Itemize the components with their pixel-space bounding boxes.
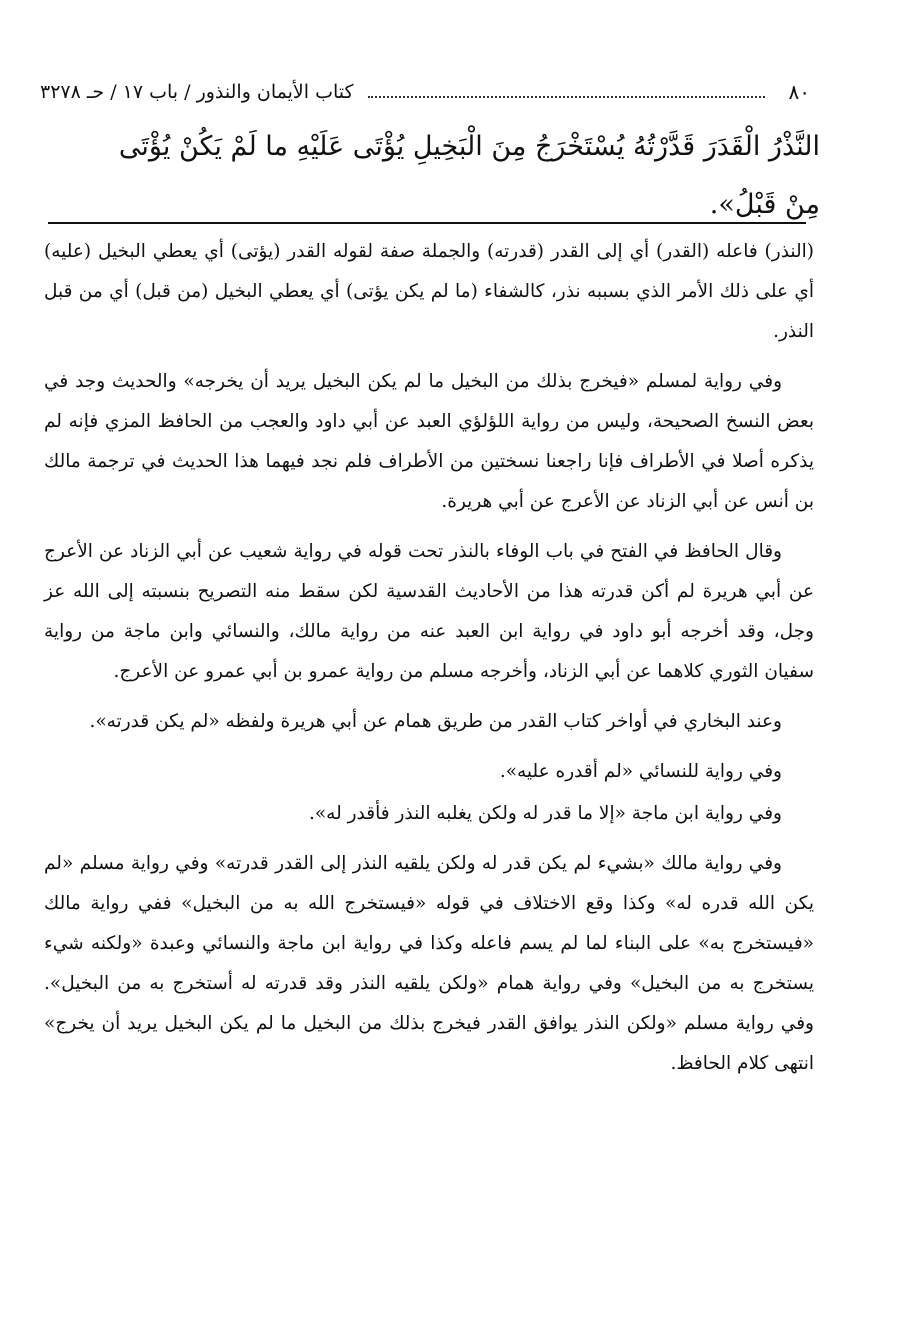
commentary-paragraph: وقال الحافظ في الفتح في باب الوفاء بالنذر تحت قوله في رواية شعيب عن أبي الزناد عن الأعرج عن أبي هريرة لم أكن قدرته هذا من الأحاديث القدسية لكن سقط منه التصريح بنسبته إلى الله عز وجل، وقد أخرجه أبو داود في رواية ابن العبد عنه من رواية مالك، والنسائي وابن ماجة من رواية سفيان الثوري كلاهما عن أبي الزناد، وأخرجه مسلم من رواية عمرو بن أبي عمرو عن الأعرج. — [44, 541, 814, 682]
chapter-reference: كتاب الأيمان والنذور / باب ١٧ / حـ ٣٢٧٨ — [40, 81, 354, 103]
running-header — [40, 76, 810, 108]
commentary-paragraph: وعند البخاري في أواخر كتاب القدر من طريق همام عن أبي هريرة ولفظه «لم يكن قدرته». — [89, 711, 782, 732]
header-dot-leader — [368, 96, 765, 98]
section-divider — [48, 222, 806, 224]
commentary-paragraph: وفي رواية ابن ماجة «إلا ما قدر له ولكن يغلبه النذر فأقدر له». — [308, 803, 782, 824]
page-number: ٨٠ — [788, 80, 810, 104]
commentary-paragraph: وفي رواية مالك «بشيء لم يكن قدر له ولكن يلقيه النذر إلى القدر قدرته» وفي رواية مسلم «لم يكن الله قدره له» وكذا وقع الاختلاف في قوله «فيستخرج الله به من البخيل» ففي رواية مالك «فيستخرج به» على البناء لما لم يسم فاعله وكذا في رواية ابن ماجة والنسائي وعبدة «ولكنه شيء يستخرج به من البخيل» وفي رواية همام «ولكن يلقيه النذر وقد قدرته له أستخرج به من البخيل». وفي رواية مسلم «ولكن النذر يوافق القدر فيخرج بذلك من البخيل ما لم يكن البخيل يريد أن يخرج» انتهى كلام الحافظ. — [44, 853, 814, 1074]
hadith-text: النَّذْرُ الْقَدَرَ قَدَّرْتُهُ يُسْتَخْرَجُ مِنَ الْبَخِيلِ يُؤْتَى عَلَيْهِ ما لَمْ يَكُنْ يُؤْتَى مِنْ قَبْلُ». — [118, 131, 820, 220]
commentary-paragraph: وفي رواية لمسلم «فيخرج بذلك من البخيل ما لم يكن البخيل يريد أن يخرجه» والحديث وجد في بعض النسخ الصحيحة، وليس من رواية اللؤلؤي العبد عن أبي داود والعجب من الحافظ المزي فإنه لم يذكره أصلا في الأطراف فإنا راجعنا نسختين من الأطراف فلم نجد فيهما هذا الحديث في ترجمة مالك بن أنس عن أبي الزناد عن الأعرج عن أبي هريرة. — [44, 371, 814, 512]
commentary-paragraph: وفي رواية للنسائي «لم أقدره عليه». — [499, 761, 782, 782]
commentary-body — [44, 232, 814, 1094]
commentary-paragraph: (النذر) فاعله (القدر) أي إلى القدر (قدرته) والجملة صفة لقوله القدر (يؤتى) أي يعطي البخيل (عليه) أي على ذلك الأمر الذي بسببه نذر، كالشفاء (ما لم يكن يؤتى) أي يعطي البخيل (من قبل) أي من قبل النذر. — [44, 241, 814, 342]
